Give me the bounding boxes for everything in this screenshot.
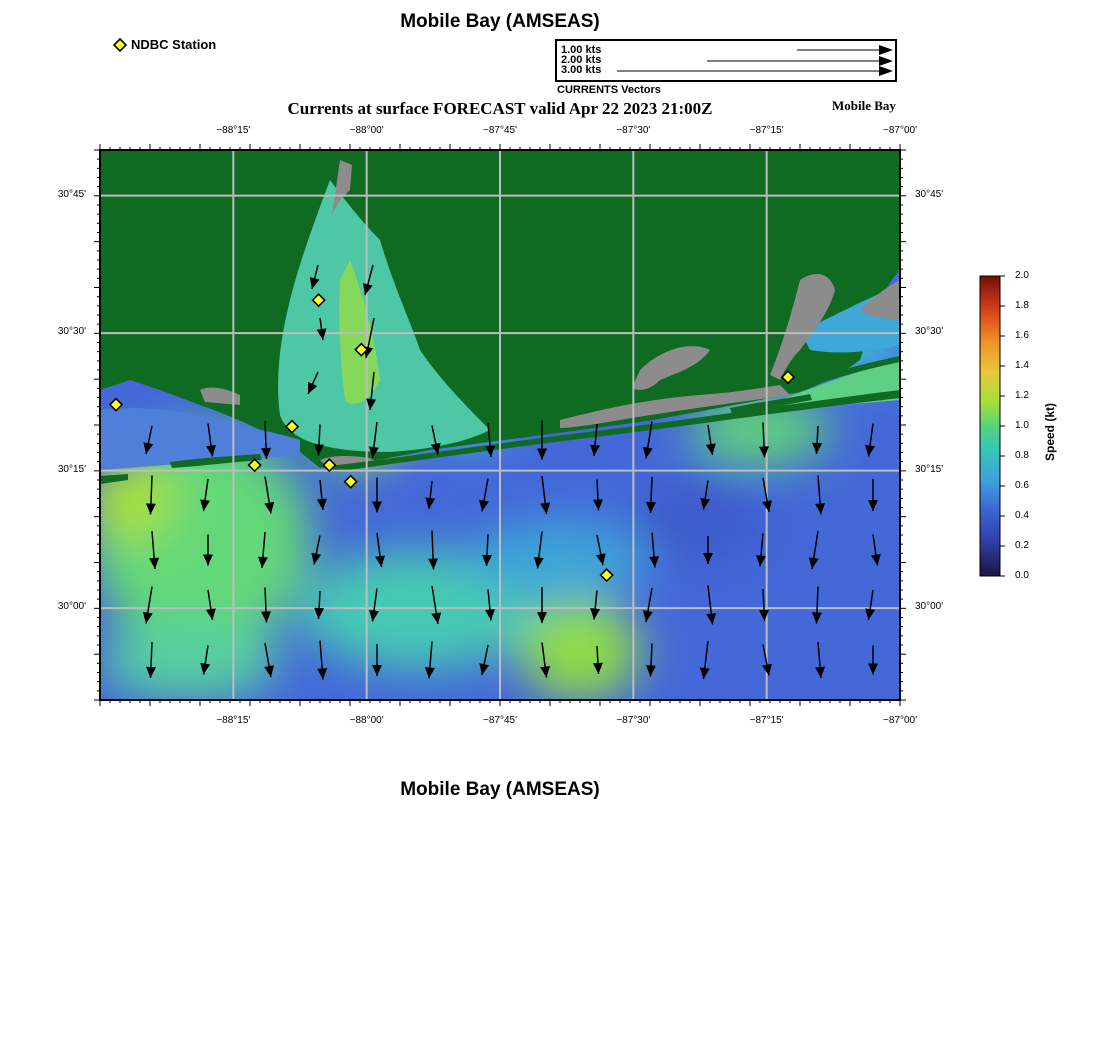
speed-colorbar — [975, 270, 1015, 582]
lon-label-top: −87°00' — [883, 125, 917, 136]
colorbar-tick-label: 1.8 — [1015, 300, 1029, 311]
colorbar-title: Speed (kt) — [1043, 402, 1057, 461]
vector-legend-label-3: 3.00 kts — [561, 64, 602, 76]
lat-label-right: 30°15' — [915, 463, 944, 475]
colorbar-tick-label: 0.8 — [1015, 450, 1029, 461]
colorbar-tick-label: 1.2 — [1015, 390, 1029, 401]
lon-label-top: −87°45' — [483, 125, 517, 136]
colorbar-tick-label: 0.4 — [1015, 510, 1029, 521]
lat-label-left: 30°15' — [57, 463, 86, 475]
lat-label-left: 30°30' — [57, 326, 86, 338]
lon-label-top: −88°00' — [349, 125, 384, 136]
colorbar-tick-label: 1.6 — [1015, 330, 1029, 341]
lat-label-right: 30°45' — [915, 188, 944, 200]
colorbar-tick-label: 1.0 — [1015, 420, 1029, 431]
vector-legend-caption: CURRENTS Vectors — [557, 84, 661, 96]
vector-legend-label-1: 1.00 kts — [561, 44, 602, 56]
lat-label-right: 30°30' — [915, 326, 944, 338]
colorbar-tick-label: 2.0 — [1015, 270, 1029, 281]
colorbar-ticks — [1000, 276, 1005, 576]
lon-label-bottom: −87°45' — [483, 715, 517, 726]
lon-label-bottom: −88°15' — [216, 715, 251, 726]
lon-label-bottom: −88°00' — [349, 715, 384, 726]
lat-label-left: 30°45' — [57, 188, 86, 200]
lon-label-top: −87°30' — [616, 125, 651, 136]
lon-label-bottom: −87°15' — [749, 715, 784, 726]
lon-label-bottom: −87°00' — [883, 715, 917, 726]
station-legend-label: NDBC Station — [131, 37, 217, 52]
region-label: Mobile Bay — [832, 98, 896, 113]
lon-label-bottom: −87°30' — [616, 715, 651, 726]
colorbar-tick-label: 1.4 — [1015, 360, 1029, 371]
colorbar-tick-label: 0.6 — [1015, 480, 1029, 491]
lon-label-top: −87°15' — [749, 125, 784, 136]
colorbar-tick-label: 0.0 — [1015, 570, 1029, 581]
bottom-title: Mobile Bay (AMSEAS) — [400, 779, 600, 800]
lat-label-right: 30°00' — [915, 601, 944, 613]
lat-label-left: 30°00' — [57, 601, 86, 613]
vector-legend-label-2: 2.00 kts — [561, 54, 602, 66]
map-title: Mobile Bay (AMSEAS) — [400, 11, 600, 32]
colorbar-tick-label: 0.2 — [1015, 540, 1029, 551]
lon-label-top: −88°15' — [216, 125, 251, 136]
colorbar-gradient — [980, 276, 1000, 576]
forecast-title: Currents at surface FORECAST valid Apr 22 2023 21:00Z — [287, 99, 713, 118]
